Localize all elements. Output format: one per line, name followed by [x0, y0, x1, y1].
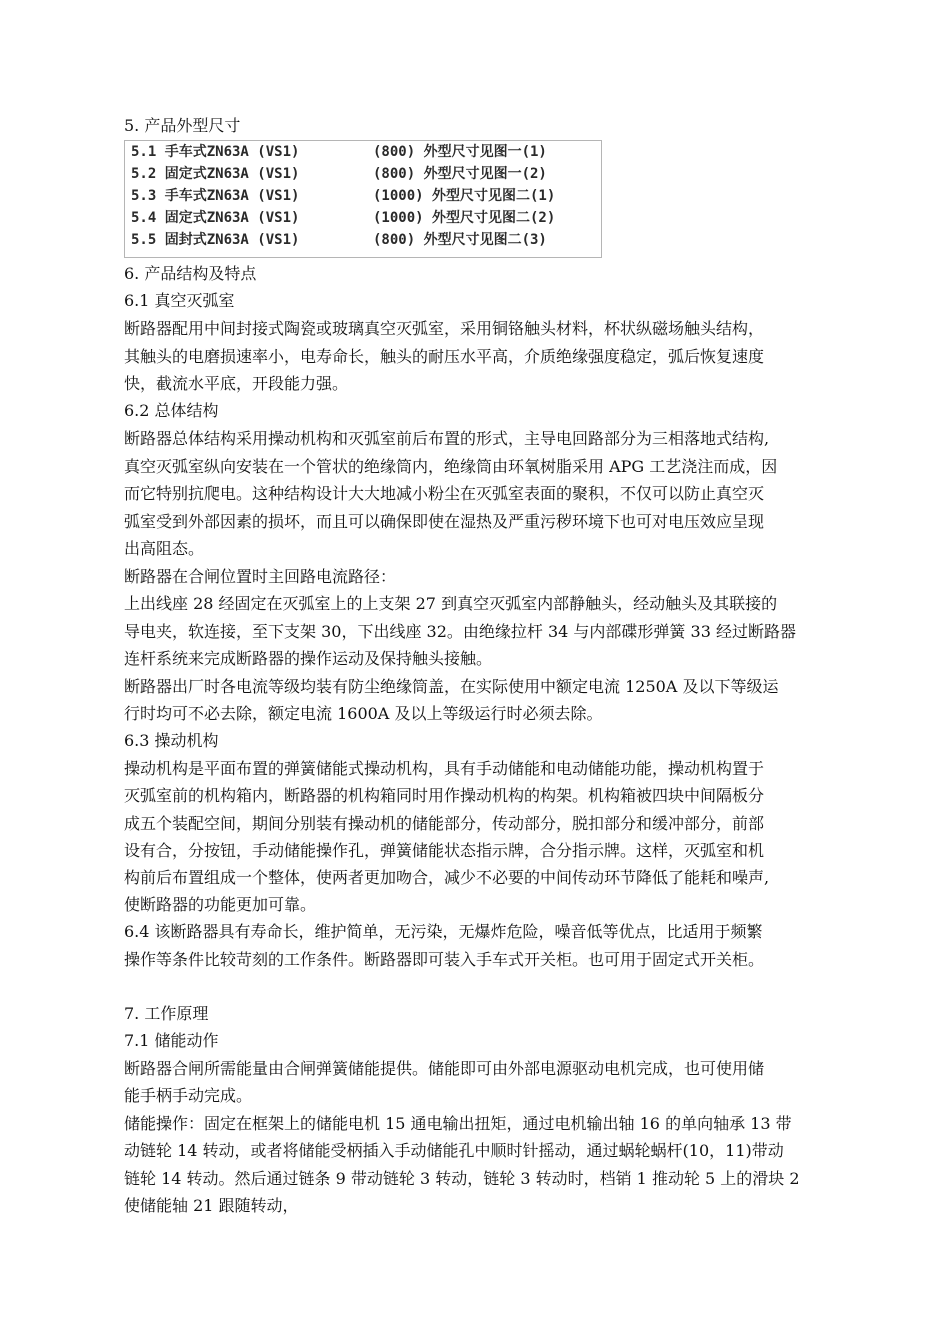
spec-model: 5.4 固定式ZN63A (VS1)	[131, 210, 300, 226]
section-heading: 7. 工作原理	[124, 1004, 209, 1023]
paragraph-line: 断路器合闸所需能量由合闸弹簧储能提供。储能即可由外部电源驱动电机完成，也可使用储	[124, 1059, 765, 1078]
spec-model: 5.2 固定式ZN63A (VS1)	[131, 166, 300, 182]
spec-figure-ref: (800) 外型尺寸见图二(3)	[373, 232, 547, 248]
paragraph-line: 行时均可不必去除，额定电流 1600A 及以上等级运行时必须去除。	[124, 704, 603, 723]
paragraph-line: 真空灭弧室纵向安装在一个管状的绝缘筒内，绝缘筒由环氧树脂采用 APG 工艺浇注而成，因	[124, 457, 778, 476]
spec-figure-ref: (1000) 外型尺寸见图二(2)	[373, 210, 556, 226]
paragraph-line: 成五个装配空间，期间分别装有操动机的储能部分，传动部分，脱扣部分和缓冲部分，前部	[124, 814, 765, 833]
subsection-heading: 7.1 储能动作	[124, 1031, 219, 1050]
dimension-spec-table	[124, 140, 602, 258]
section-heading: 5. 产品外型尺寸	[124, 116, 241, 135]
paragraph-line: 断路器在合闸位置时主回路电流路径：	[124, 567, 397, 586]
paragraph-line: 断路器出厂时各电流等级均装有防尘绝缘筒盖，在实际使用中额定电流 1250A 及以下等级运	[124, 677, 779, 696]
section-heading: 6. 产品结构及特点	[124, 264, 257, 283]
spec-row	[131, 163, 601, 185]
paragraph-line: 导电夹，软连接，至下支架 30，下出线座 32。由绝缘拉杆 34 与内部碟形弹簧 33 经过断路器	[124, 622, 796, 641]
paragraph-line: 链轮 14 转动。然后通过链条 9 带动链轮 3 转动，链轮 3 转动时，档销 1 推动轮 5 上的滑块 2	[124, 1169, 800, 1188]
paragraph-line: 出高阻态。	[124, 539, 205, 558]
paragraph-line: 使储能轴 21 跟随转动，	[124, 1196, 299, 1215]
spec-model: 5.5 固封式ZN63A (VS1)	[131, 232, 300, 248]
spec-row	[131, 229, 601, 251]
paragraph-line: 能手柄手动完成。	[124, 1086, 253, 1105]
spec-model: 5.1 手车式ZN63A (VS1)	[131, 144, 300, 160]
paragraph-line: 构前后布置组成一个整体，使两者更加吻合，减少不必要的中间传动环节降低了能耗和噪声,	[124, 868, 770, 887]
paragraph-line: 断路器配用中间封接式陶瓷或玻璃真空灭弧室，采用铜铬触头材料，杯状纵磁场触头结构，	[124, 319, 765, 338]
paragraph-line: 设有合，分按钮，手动储能操作孔，弹簧储能状态指示牌，合分指示牌。这样，灭弧室和机	[124, 841, 765, 860]
subsection-heading: 6.2 总体结构	[124, 401, 219, 420]
subsection-heading: 6.1 真空灭弧室	[124, 291, 235, 310]
paragraph-line: 快，截流水平底，开段能力强。	[124, 374, 349, 393]
paragraph-line: 其触头的电磨损速率小，电寿命长，触头的耐压水平高，介质绝缘强度稳定，弧后恢复速度	[124, 347, 765, 366]
spec-figure-ref: (1000) 外型尺寸见图二(1)	[373, 188, 556, 204]
paragraph-line: 连杆系统来完成断路器的操作运动及保持触头接触。	[124, 649, 493, 668]
paragraph-line: 灭弧室前的机构箱内，断路器的机构箱同时用作操动机构的构架。机构箱被四块中间隔板分	[124, 786, 765, 805]
paragraph-line: 动链轮 14 转动，或者将储能受柄插入手动储能孔中顺时针摇动，通过蜗轮蜗杆(10，11)带动	[124, 1141, 784, 1160]
paragraph-line: 储能操作：固定在框架上的储能电机 15 通电输出扭矩，通过电机输出轴 16 的单向轴承 13 带	[124, 1114, 792, 1133]
paragraph-line: 上出线座 28 经固定在灭弧室上的上支架 27 到真空灭弧室内部静触头，经动触头及其联接的	[124, 594, 778, 613]
spec-figure-ref: (800) 外型尺寸见图一(2)	[373, 166, 547, 182]
spec-row	[131, 207, 601, 229]
paragraph-line: 而它特别抗爬电。这种结构设计大大地减小粉尘在灭弧室表面的聚积，不仅可以防止真空灭	[124, 484, 765, 503]
spec-row	[131, 185, 601, 207]
spec-model: 5.3 手车式ZN63A (VS1)	[131, 188, 300, 204]
paragraph-line: 6.4 该断路器具有寿命长，维护简单，无污染，无爆炸危险，噪音低等优点，比适用于频繁	[124, 922, 763, 941]
paragraph-line: 操作等条件比较苛刻的工作条件。断路器即可装入手车式开关柜。也可用于固定式开关柜。	[124, 950, 765, 969]
spec-row	[131, 141, 601, 163]
spec-figure-ref: (800) 外型尺寸见图一(1)	[373, 144, 547, 160]
paragraph-line: 断路器总体结构采用操动机构和灭弧室前后布置的形式，主导电回路部分为三相落地式结构,	[124, 429, 770, 448]
paragraph-line: 使断路器的功能更加可靠。	[124, 895, 317, 914]
paragraph-line: 弧室受到外部因素的损坏，而且可以确保即使在湿热及严重污秽环境下也可对电压效应呈现	[124, 512, 765, 531]
paragraph-line: 操动机构是平面布置的弹簧储能式操动机构，具有手动储能和电动储能功能，操动机构置于	[124, 759, 765, 778]
subsection-heading: 6.3 操动机构	[124, 731, 219, 750]
